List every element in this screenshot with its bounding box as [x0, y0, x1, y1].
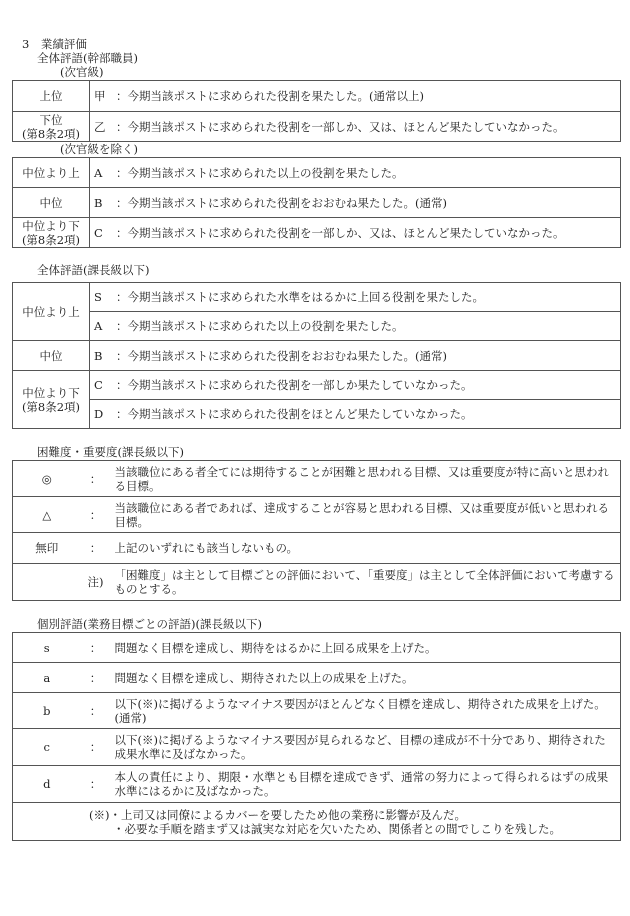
table-row	[13, 158, 621, 188]
symbol-cell	[13, 533, 81, 564]
table-row	[13, 564, 621, 601]
grade-label: A	[94, 319, 103, 333]
description-cell: 本人の責任により、期限・水準とも目標を達成できず、通常の努力によって得られるはずの成果水準にはるかに及ばなかった。	[111, 766, 621, 803]
grade-description: ：今期当該ポストに求められた役割をおおむね果たした。(通常)	[116, 195, 447, 210]
description-cell: 問題なく目標を達成し、期待をはるかに上回る成果を上げた。	[111, 633, 621, 663]
table-row	[13, 497, 621, 533]
table-row	[13, 218, 621, 248]
footnote-item: ・上司又は同僚によるカバーを要したため他の業務に影響が及んだ。	[109, 807, 466, 822]
separator: ：	[81, 461, 111, 497]
symbol-cell	[13, 461, 81, 497]
grade-description: ：今期当該ポストに求められた役割をおおむね果たした。(通常)	[116, 348, 447, 363]
section-chief-heading: 全体評語(課長級以下)	[37, 263, 150, 277]
rank-label: 中位	[39, 195, 63, 210]
table-row	[13, 81, 621, 112]
separator: ：	[81, 766, 111, 803]
description-cell: 当該職位にある者全てには期待することが困難と思われる目標、又は重要度が特に高いと思われる目標。	[111, 461, 621, 497]
symbol-cell	[13, 497, 81, 533]
table-row	[13, 283, 621, 312]
table-row	[13, 112, 621, 142]
rank-note: (第8条2項)	[21, 399, 81, 414]
note-text: 「困難度」は主として目標ごとの評価において、「重要度」は主として全体評価において考慮するものとする。	[111, 564, 621, 601]
grade-description: ：今期当該ポストに求められた以上の役割を果たした。	[116, 319, 404, 333]
rank-cell	[13, 112, 90, 142]
others-subheading: (次官級を除く)	[60, 142, 138, 156]
rank-label: 中位より上	[22, 165, 80, 180]
grade-description: ：今期当該ポストに求められた役割を一部しか、又は、ほとんど果たしていなかった。	[116, 119, 565, 134]
footnote-mark: (※)	[89, 807, 110, 822]
individual-heading: 個別評語(業務目標ごとの評語)(課長級以下)	[37, 617, 262, 631]
rank-cell	[13, 218, 90, 248]
table-row	[13, 803, 621, 841]
grade-label: a	[13, 663, 81, 693]
grade-label: 甲	[94, 89, 106, 103]
description-cell	[90, 400, 621, 429]
separator: ：	[81, 729, 111, 766]
table-row	[13, 461, 621, 497]
rank-label: 下位	[39, 112, 63, 127]
rank-note: (第8条2項)	[21, 232, 81, 247]
rank-label: 中位	[39, 348, 63, 363]
grade-label: b	[13, 693, 81, 729]
table-row	[13, 400, 621, 429]
table-row	[13, 188, 621, 218]
description-cell: 以下(※)に掲げるようなマイナス要因が見られるなど、目標の達成が不十分であり、期待された成果水準に及ばなかった。	[111, 729, 621, 766]
grade-description: ：今期当該ポストに求められた役割を一部しか果たしていなかった。	[116, 378, 473, 392]
description-cell	[90, 283, 621, 312]
grade-description: ：今期当該ポストに求められた役割をほとんど果たしていなかった。	[116, 407, 473, 421]
grade-label: c	[13, 729, 81, 766]
separator: ：	[81, 663, 111, 693]
table-row	[13, 533, 621, 564]
difficulty-table	[12, 460, 621, 601]
grade-label: s	[13, 633, 81, 663]
rank-cell	[13, 188, 90, 218]
grade-label: B	[94, 195, 103, 210]
separator: ：	[81, 693, 111, 729]
table-row	[13, 663, 621, 693]
empty-cell	[13, 564, 81, 601]
vice-minister-table	[12, 80, 621, 142]
exec-heading: 全体評語(幹部職員)	[37, 51, 138, 65]
table-row	[13, 766, 621, 803]
note-label: 注)	[81, 564, 111, 601]
triangle-symbol: △	[42, 507, 52, 522]
description-cell: 以下(※)に掲げるようなマイナス要因がほとんどなく目標を達成し、期待された成果を上げた。(通常)	[111, 693, 621, 729]
grade-label: d	[13, 766, 81, 803]
table-row	[13, 693, 621, 729]
rank-cell	[13, 81, 90, 112]
section-chief-table	[12, 282, 621, 429]
footnote-cell	[13, 803, 621, 841]
grade-description: ：今期当該ポストに求められた役割を果たした。(通常以上)	[116, 89, 424, 103]
grade-description: ：今期当該ポストに求められた水準をはるかに上回る役割を果たした。	[116, 290, 484, 304]
separator: ：	[81, 633, 111, 663]
table-row	[13, 371, 621, 400]
grade-label: C	[94, 225, 103, 240]
double-circle-symbol: ◎	[41, 471, 52, 486]
no-mark-symbol: 無印	[35, 541, 59, 555]
table-row	[13, 312, 621, 341]
description-cell: 当該職位にある者であれば、達成することが容易と思われる目標、又は重要度が低いと思われる目標。	[111, 497, 621, 533]
grade-label: S	[94, 290, 102, 304]
grade-label: 乙	[94, 119, 106, 134]
exec-others-table	[12, 157, 621, 248]
description-cell	[90, 341, 621, 371]
grade-label: D	[94, 407, 104, 421]
description-cell	[90, 188, 621, 218]
vice-minister-subheading: (次官級)	[60, 65, 104, 79]
separator: ：	[81, 497, 111, 533]
grade-label: A	[94, 165, 103, 180]
individual-table	[12, 632, 621, 841]
rank-cell	[13, 158, 90, 188]
table-row	[13, 729, 621, 766]
description-cell: 問題なく目標を達成し、期待された以上の成果を上げた。	[111, 663, 621, 693]
description-cell	[90, 112, 621, 142]
rank-cell	[13, 341, 90, 371]
separator: ：	[81, 533, 111, 564]
grade-label: C	[94, 378, 103, 392]
description-cell: 上記のいずれにも該当しないもの。	[111, 533, 621, 564]
table-row	[13, 633, 621, 663]
rank-label: 中位より上	[22, 304, 80, 319]
description-cell	[90, 312, 621, 341]
difficulty-heading: 困難度・重要度(課長級以下)	[37, 445, 184, 459]
rank-cell	[13, 371, 90, 429]
table-row	[13, 341, 621, 371]
grade-description: ：今期当該ポストに求められた役割を一部しか、又は、ほとんど果たしていなかった。	[116, 225, 565, 240]
description-cell	[90, 158, 621, 188]
description-cell	[90, 218, 621, 248]
description-cell	[90, 81, 621, 112]
footnote-item: ・必要な手順を踏まず又は誠実な対応を欠いたため、関係者との間でしこりを残した。	[113, 821, 562, 836]
description-cell	[90, 371, 621, 400]
rank-cell	[13, 283, 90, 341]
grade-description: ：今期当該ポストに求められた以上の役割を果たした。	[116, 165, 404, 180]
rank-label: 上位	[39, 89, 63, 103]
grade-label: B	[94, 348, 103, 363]
rank-label: 中位より下	[22, 218, 80, 233]
section-title: 3 業績評価	[22, 37, 87, 51]
rank-note: (第8条2項)	[21, 126, 81, 141]
rank-label: 中位より下	[22, 385, 80, 400]
